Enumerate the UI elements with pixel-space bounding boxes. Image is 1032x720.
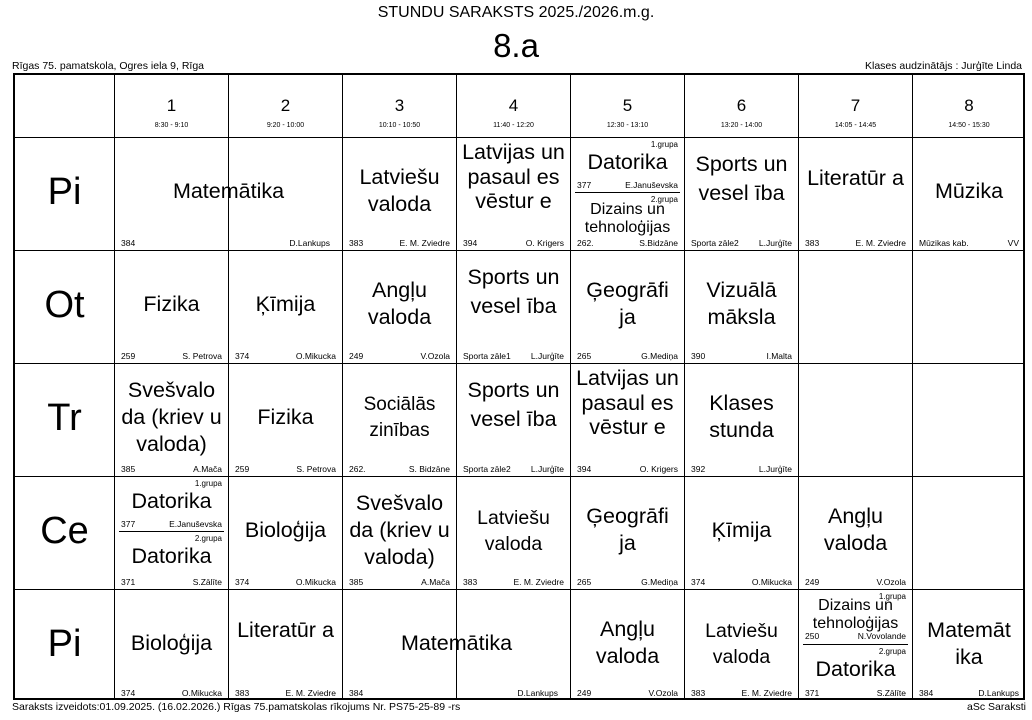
lesson-tue-p5[interactable] [571,251,684,363]
lesson-subject: Bioloģija [244,518,327,542]
lesson-room: 383 [805,238,820,248]
lesson-teacher: E. M. Zviedre [399,238,450,248]
lesson-teacher: N.Vovolande [857,631,906,641]
lesson-mon-p1[interactable] [115,138,342,250]
lesson-teacher: O. Krigers [639,464,678,474]
lesson-subject: Angļu valoda [823,504,888,555]
lesson-wed-p2[interactable] [229,364,342,476]
lesson-subject: Svešvalo da (kriev u valoda) [121,378,222,456]
lesson-room: 249 [805,577,820,587]
lesson-room: 250 [805,631,820,641]
period-time: 12:30 - 13:10 [606,122,649,129]
lesson-thu-p4[interactable] [457,477,570,589]
lesson-teacher: E.Januševska [625,180,678,190]
lesson-teacher: A.Mača [193,464,222,474]
lesson-mon-p4[interactable] [457,138,570,250]
lesson-room: 249 [577,688,592,698]
lesson-teacher: V.Ozola [876,577,906,587]
lesson-fri-p2[interactable] [229,590,342,700]
lesson-teacher: S. Petrova [182,351,222,361]
lesson-room: 374 [121,688,136,698]
lesson-thu-p6[interactable] [685,477,798,589]
lesson-room: 394 [577,464,592,474]
period-header-6 [685,75,798,137]
lesson-subject: Literatūr a [237,618,334,642]
page-title: STUNDU SARAKSTS 2025./2026.m.g. [377,4,655,21]
lesson-subject: Latviešu valoda [359,165,440,216]
lesson-room: 371 [121,577,136,587]
lesson-subject: Latvijas un pasaul es vēstur e [576,366,679,439]
lesson-group: 2.grupa [878,647,906,656]
lesson-thu-p7[interactable] [799,477,912,589]
lesson-fri-p8[interactable] [913,590,1025,700]
period-header-3 [343,75,456,137]
lesson-teacher: E. M. Zviedre [513,577,564,587]
lesson-mon-p8[interactable] [913,138,1025,250]
lesson-teacher: O.Mikucka [295,577,336,587]
lesson-teacher: S.Zālīte [876,688,906,698]
lesson-teacher: L.Jurģīte [530,464,564,474]
period-time: 13:20 - 14:00 [720,122,763,129]
group-divider [803,644,908,645]
lesson-tue-p1[interactable] [115,251,228,363]
period-time: 10:10 - 10:50 [378,122,421,129]
lesson-subject: Vizuālā māksla [706,278,777,329]
lesson-subject: Sports un vesel ība [467,378,560,431]
lesson-subject: Datorika [131,489,212,513]
lesson-teacher: VV [1007,238,1019,248]
period-number: 8 [964,96,974,115]
period-number: 4 [508,96,519,115]
lesson-room: 249 [349,351,364,361]
lesson-subject: Fizika [143,292,200,316]
class-name: 8.a [493,27,539,64]
lesson-group: 1.grupa [194,479,222,488]
lesson-teacher: L.Jurģīte [758,464,792,474]
lesson-room: 384 [349,688,364,698]
lesson-room: 383 [235,688,250,698]
lesson-room: 384 [919,688,934,698]
lesson-room: 265 [577,351,592,361]
lesson-teacher: D.Lankups [517,688,558,698]
day-label-tuesday: Ot [44,284,85,326]
lesson-room: Sporta zāle2 [463,464,511,474]
lesson-group: 1.grupa [878,592,906,601]
lesson-subject: Ķīmija [711,518,772,542]
lesson-room: 377 [121,519,136,529]
period-header-5 [571,75,684,137]
lesson-teacher: E. M. Zviedre [741,688,792,698]
period-time: 14:50 - 15:30 [948,122,990,129]
period-number: 3 [394,96,405,115]
lesson-room: 259 [121,351,136,361]
lesson-room: 377 [577,180,592,190]
lesson-teacher: L.Jurģīte [758,238,792,248]
period-number: 1 [166,96,177,115]
lesson-room: 262. [577,238,594,248]
lesson-fri-p1[interactable] [115,590,228,700]
period-time: 8:30 - 9:10 [154,122,189,129]
lesson-teacher: V.Ozola [648,688,678,698]
period-number: 6 [736,96,747,115]
period-header-4 [457,75,570,137]
group-divider [575,192,680,193]
school-address: Rīgas 75. pamatskola, Ogres iela 9, Rīga [12,60,205,72]
lesson-subject: Latviešu valoda [705,620,778,668]
lesson-teacher: S.Bidzāne [639,238,678,248]
lesson-mon-p7[interactable] [799,138,912,250]
lesson-subject: Dizains un tehnoloģijas [812,597,899,632]
lesson-room: 392 [691,464,706,474]
lesson-subject: Angļu valoda [367,278,432,329]
lesson-room: Mūzikas kab. [919,238,969,248]
lesson-subject: Datorika [131,544,212,568]
lesson-wed-p3[interactable] [343,364,456,476]
lesson-thu-p1-split[interactable] [115,477,228,589]
lesson-teacher: G.Mediņa [641,351,678,361]
lesson-teacher: O.Mikucka [295,351,336,361]
lesson-subject: Dizains un tehnoloģijas [584,201,671,236]
day-label-wednesday: Tr [47,397,82,439]
lesson-tue-p4[interactable] [457,251,570,363]
period-header-7 [799,75,912,137]
lesson-mon-p6[interactable] [685,138,798,250]
lesson-subject: Angļu valoda [595,617,660,668]
day-label-thursday: Ce [40,510,89,552]
lesson-subject: Latviešu valoda [477,507,550,555]
lesson-subject: Fizika [257,405,314,429]
lesson-subject: Matemātika [400,631,513,655]
lesson-room: 383 [463,577,478,587]
lesson-subject: Klases stunda [709,391,774,442]
group-divider [119,531,224,532]
lesson-teacher: E. M. Zviedre [285,688,336,698]
lesson-teacher: I.Malta [766,351,792,361]
lesson-room: Sporta zāle1 [463,351,511,361]
period-number: 7 [850,96,861,115]
day-label-friday: Pi [47,623,82,665]
lesson-teacher: G.Mediņa [641,577,678,587]
lesson-teacher: E. M. Zviedre [855,238,906,248]
lesson-room: 262. [349,464,366,474]
lesson-subject: Matemātika [172,179,285,203]
lesson-room: 394 [463,238,478,248]
lesson-group: 2.grupa [650,195,678,204]
lesson-thu-p3[interactable] [343,477,456,589]
lesson-room: 383 [349,238,364,248]
timetable-grid [13,73,1025,700]
lesson-wed-p1[interactable] [115,364,228,476]
lesson-room: 371 [805,688,820,698]
lesson-room: 384 [121,238,136,248]
lesson-thu-p2[interactable] [229,477,342,589]
lesson-teacher: O. Krigers [525,238,564,248]
lesson-mon-p3[interactable] [343,138,456,250]
lesson-subject: Ģeogrāfi ja [586,278,669,329]
lesson-room: 390 [691,351,706,361]
lesson-room: 374 [235,577,250,587]
period-number: 2 [280,96,291,115]
lesson-subject: Ķīmija [255,292,316,316]
lesson-subject: Sports un vesel ība [695,152,788,205]
lesson-tue-p6[interactable] [685,251,798,363]
period-header-1 [115,75,228,137]
lesson-teacher: O.Mikucka [181,688,222,698]
lesson-room: 374 [235,351,250,361]
lesson-tue-p2[interactable] [229,251,342,363]
day-label-monday: Pi [47,171,82,213]
period-header-8 [913,75,1025,137]
lesson-subject: Svešvalo da (kriev u valoda) [349,491,450,569]
lesson-room: 383 [691,688,706,698]
lesson-group: 1.grupa [650,140,678,149]
footer-brand: aSc Saraksti [967,701,1026,713]
period-header-2 [229,75,342,137]
lesson-subject: Ģeogrāfi ja [586,504,669,555]
class-teacher: Klases audzinātājs : Jurģīte Linda [864,60,1022,72]
lesson-subject: Latvijas un pasaul es vēstur e [462,140,565,213]
lesson-room: 385 [349,577,364,587]
lesson-tue-p3[interactable] [343,251,456,363]
lesson-subject: Datorika [815,657,896,681]
lesson-fri-p5[interactable] [571,590,684,700]
lesson-wed-p5[interactable] [571,364,684,476]
lesson-room: 259 [235,464,250,474]
lesson-teacher: A.Mača [421,577,450,587]
lesson-teacher: S.Zālīte [192,577,222,587]
lesson-teacher: O.Mikucka [751,577,792,587]
period-time: 11:40 - 12:20 [493,122,534,129]
lesson-subject: Bioloģija [130,631,213,655]
lesson-subject: Sports un vesel ība [467,265,560,318]
period-number: 5 [622,96,633,115]
lesson-subject: Literatūr a [807,166,904,190]
lesson-subject: Sociālās zinības [363,394,436,441]
footer-created: Saraksts izveidots:01.09.2025. (16.02.2026.) Rīgas 75.pamatskolas rīkojums Nr. PS75-25-89 -rs [12,701,461,713]
lesson-group: 2.grupa [194,534,222,543]
lesson-wed-p6[interactable] [685,364,798,476]
lesson-room: 265 [577,577,592,587]
lesson-subject: Datorika [587,150,668,174]
lesson-fri-p3[interactable] [343,590,570,700]
lesson-fri-p6[interactable] [685,590,798,700]
lesson-subject: Matemāt ika [927,618,1011,669]
lesson-mon-p5-split[interactable] [571,138,684,250]
lesson-room: 374 [691,577,706,587]
lesson-teacher: S. Bidzāne [408,464,450,474]
lesson-teacher: S. Petrova [296,464,336,474]
lesson-teacher: E.Januševska [169,519,222,529]
period-time: 9:20 - 10:00 [266,122,305,129]
lesson-teacher: V.Ozola [420,351,450,361]
lesson-room: 385 [121,464,136,474]
lesson-teacher: L.Jurģīte [530,351,564,361]
lesson-fri-p7-split[interactable] [799,590,912,700]
lesson-thu-p5[interactable] [571,477,684,589]
lesson-teacher: D.Lankups [978,688,1019,698]
lesson-room: Sporta zāle2 [691,238,739,248]
lesson-subject: Mūzika [934,179,1004,203]
lesson-teacher: D.Lankups [289,238,330,248]
period-time: 14:05 - 14:45 [834,122,877,129]
lesson-wed-p4[interactable] [457,364,570,476]
